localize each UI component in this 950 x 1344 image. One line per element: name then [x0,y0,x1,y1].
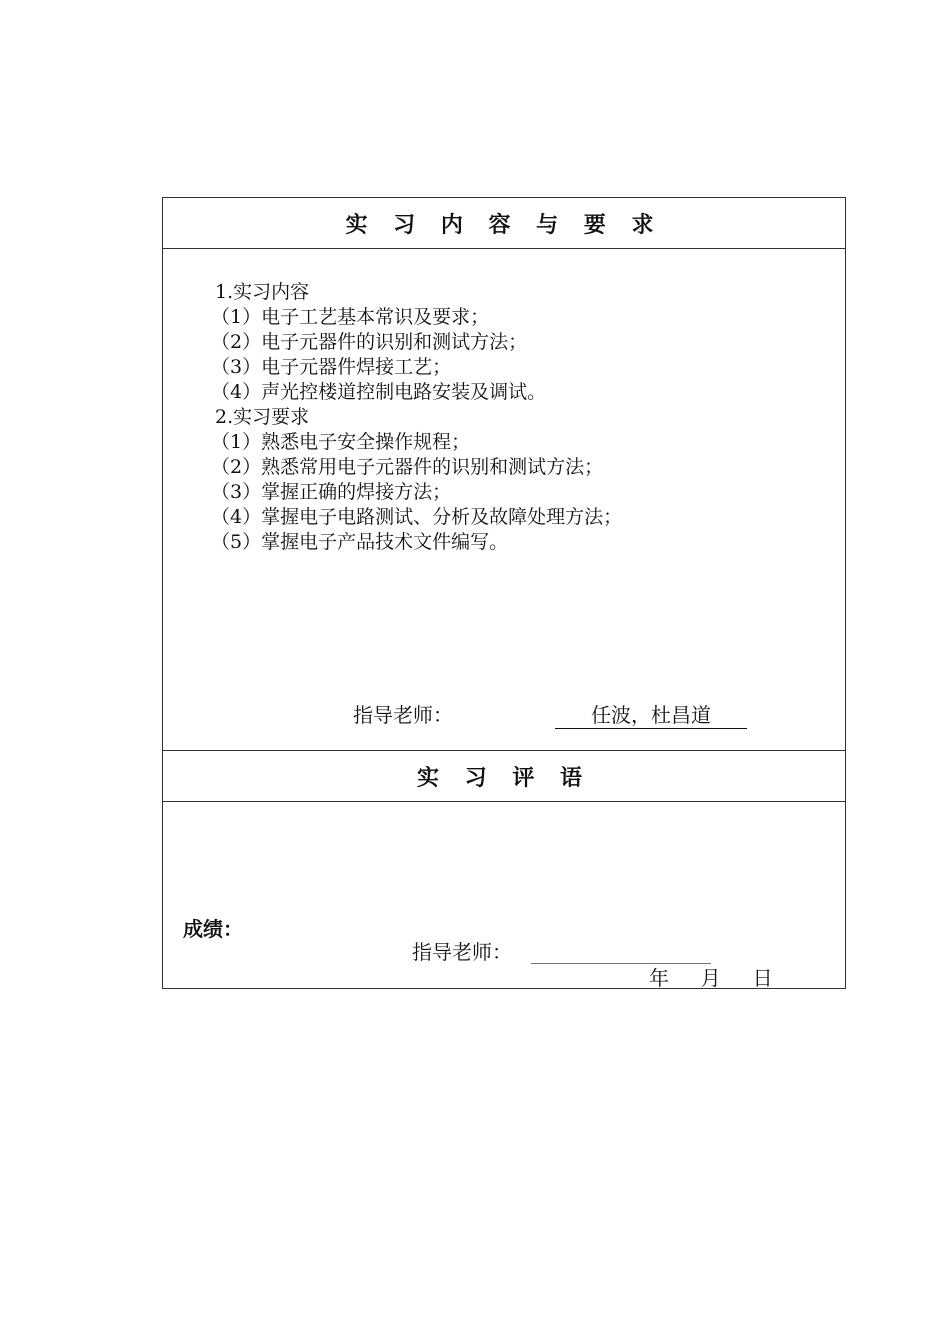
teacher-name: 任波，杜昌道 [555,702,747,729]
review-teacher-label: 指导老师： [412,940,512,964]
content-requirements-section [163,249,845,751]
list-item: （2）电子元器件的识别和测试方法； [211,331,528,353]
content-list [211,280,623,555]
list-item: （5）掌握电子产品技术文件编写。 [211,531,509,553]
list-item: 2.实习要求 [215,406,310,428]
teacher-signature-line[interactable] [531,942,711,964]
list-item: （1）熟悉电子安全操作规程； [211,431,471,453]
list-item: （3）电子元器件焊接工艺； [211,356,452,378]
list-item: 1.实习内容 [215,281,310,303]
date-line: 年 月 日 [649,966,773,990]
grade-label: 成绩： [183,917,243,941]
internship-form [162,197,846,989]
teacher-label: 指导老师： [353,703,453,727]
review-section [163,802,845,988]
list-item: （4）声光控楼道控制电路安装及调试。 [211,381,547,403]
list-item: （4）掌握电子电路测试、分析及故障处理方法； [211,506,623,528]
list-item: （1）电子工艺基本常识及要求； [211,306,490,328]
list-item: （2）熟悉常用电子元器件的识别和测试方法； [211,456,604,478]
list-item: （3）掌握正确的焊接方法； [211,481,452,503]
section-title-content-requirements: 实 习 内 容 与 要 求 [163,198,845,249]
section-title-review: 实 习 评 语 [163,751,845,802]
